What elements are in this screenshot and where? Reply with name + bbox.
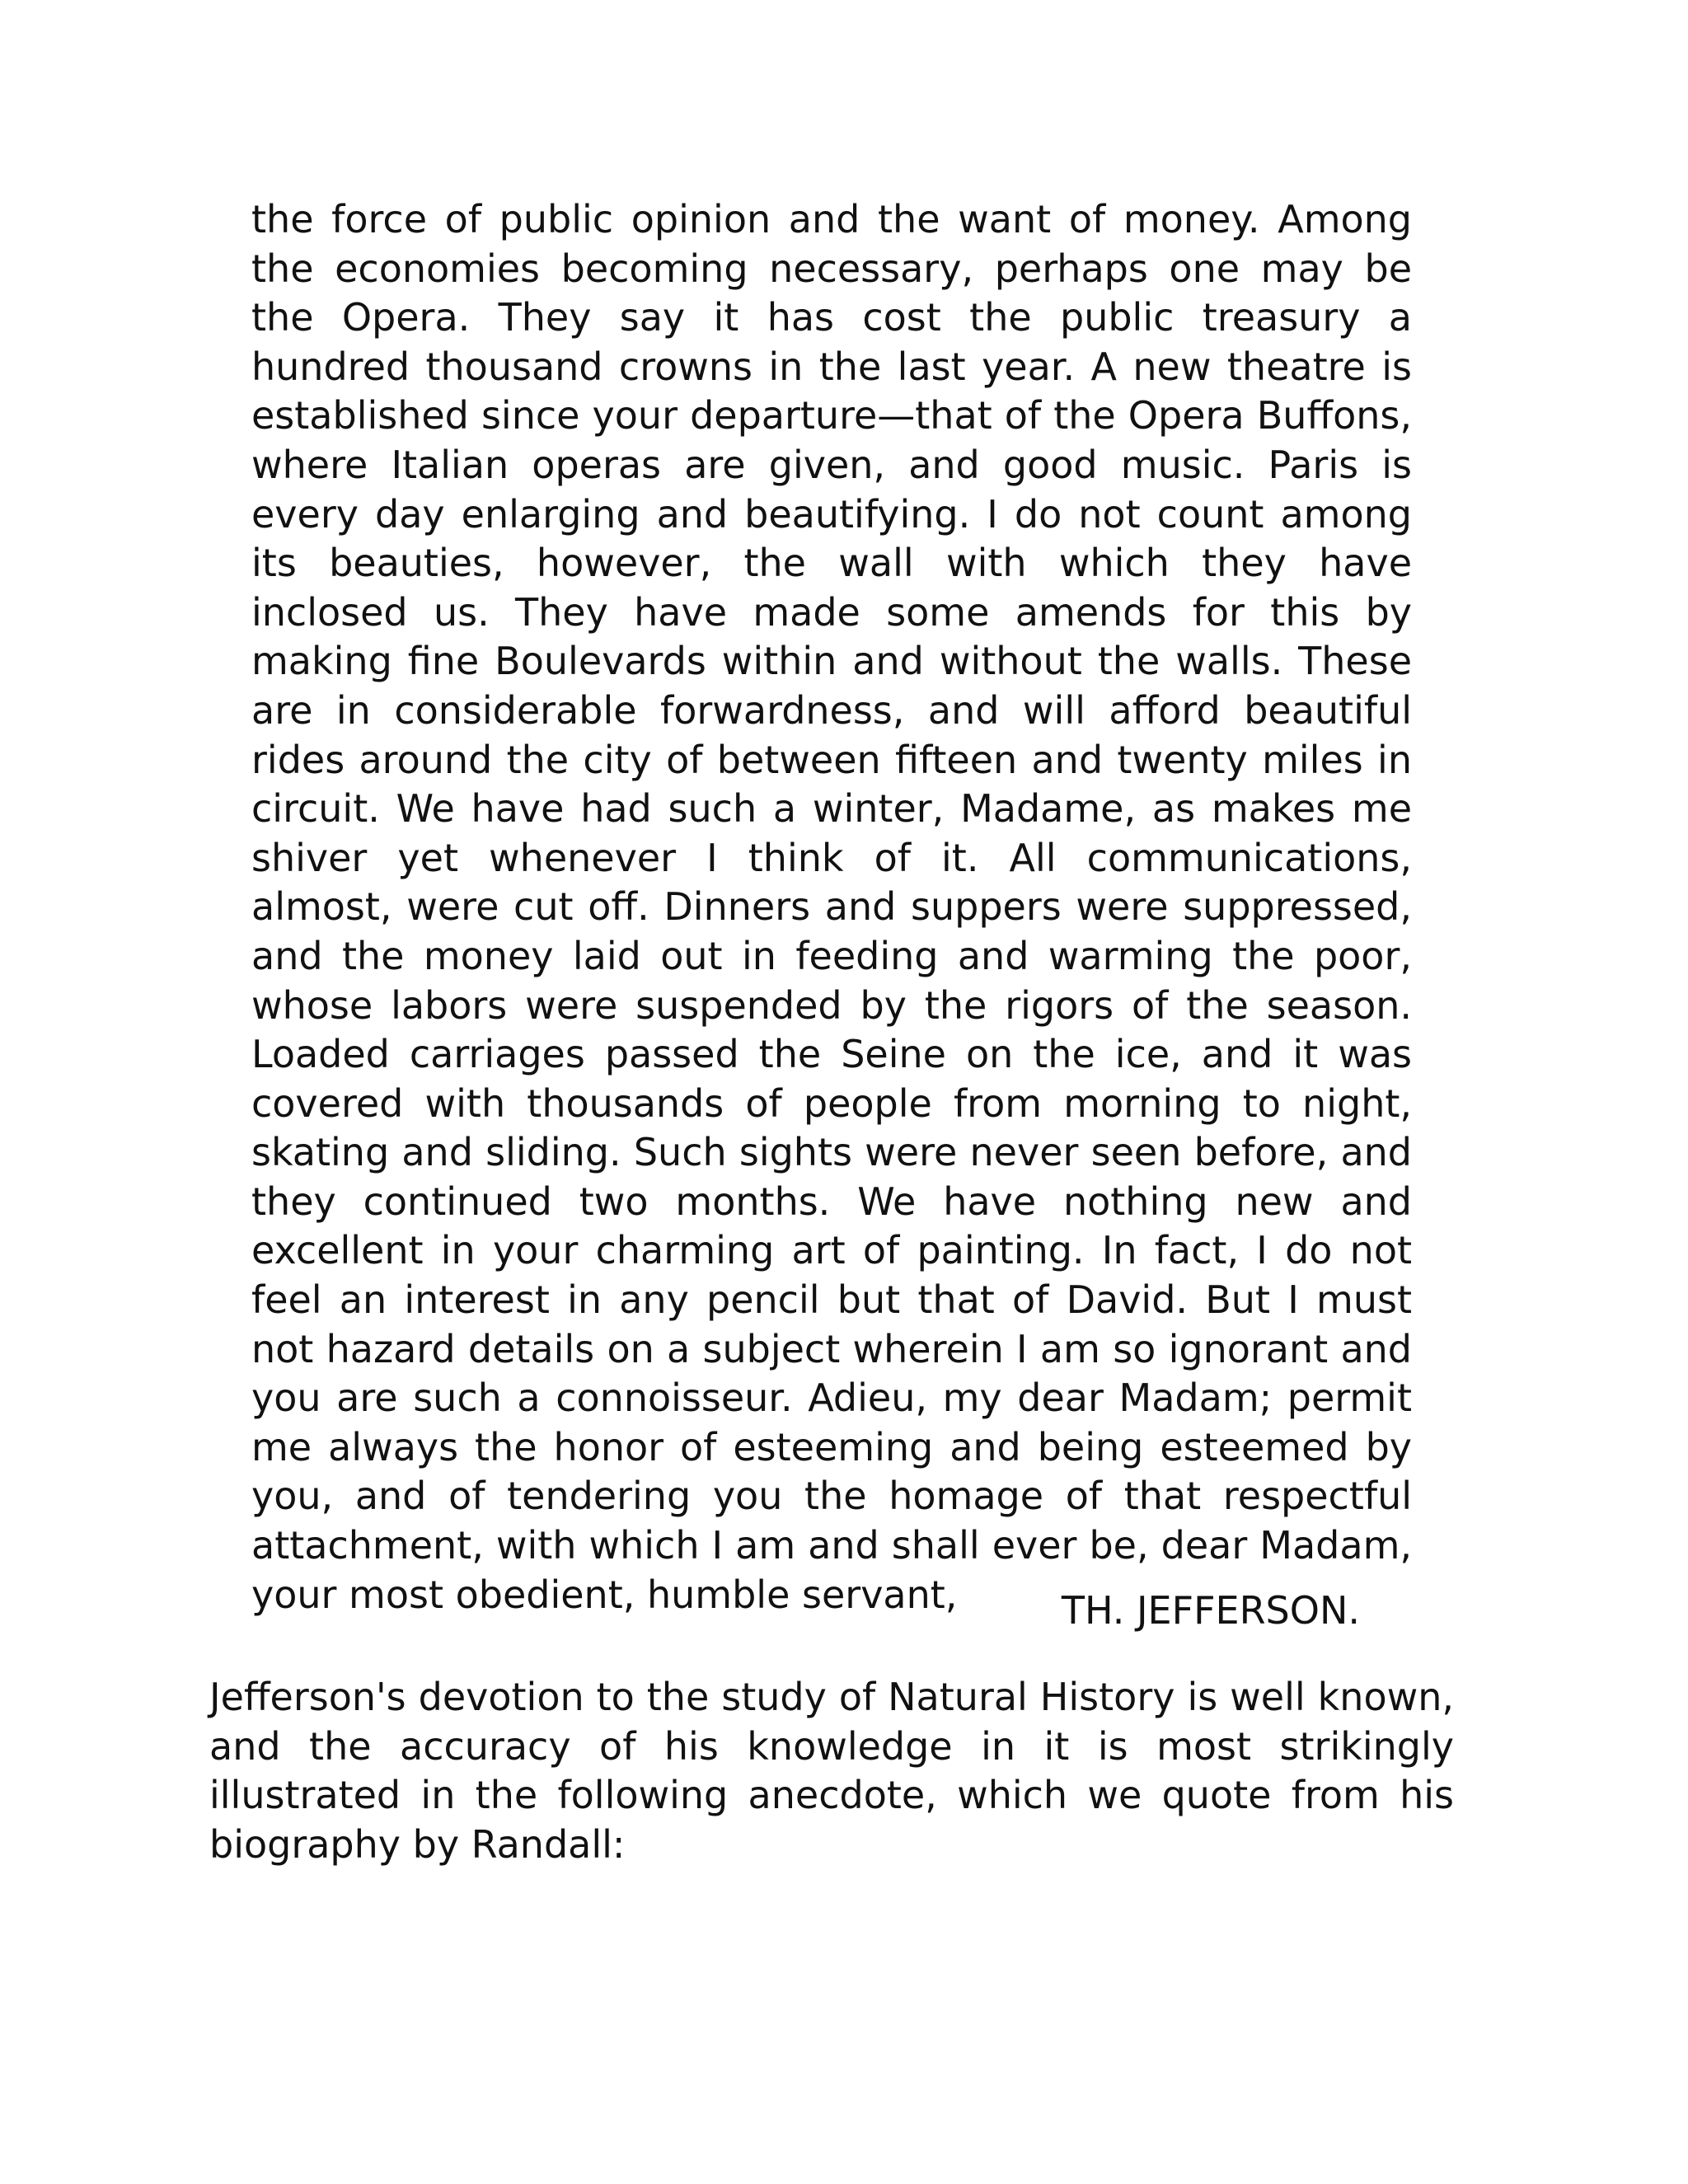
narrative-paragraph: Jefferson's devotion to the study of Natural History is well known, and the accuracy of his knowledge in it is most strikingly illustrated in the following anecdote, which we quote from his biography by Randall: (209, 1675, 1454, 1867)
letter-body: the force of public opinion and the want of money. Among the economies becoming necessary, perhaps one may be the Opera. They say it has cost the public treasury a hundred thousand crowns in the last year. A new theatre is established since your departure—that of the Opera Buffons, where Italian operas are given, and good music. Paris is every day enlarging and beautifying. I do not count among its beauties, however, the wall with which they have inclosed us. They have made some amends for this by making fine Boulevards within and without the walls. These are in considerable forwardness, and will afford beautiful rides around the city of between fifteen and twenty miles in circuit. We have had such a winter, Madame, as makes me shiver yet whenever I think of it. All communications, almost, were cut off. Dinners and suppers were suppressed, and the money laid out in feeding and warming the poor, whose labors were suspended by the rigors of the season. Loaded carriages passed the Seine on the ice, and it was covered with thousands of people from morning to night, skating and sliding. Such sights were never seen before, and they continued two months. We have nothing new and excellent in your charming art of painting. In fact, I do not feel an interest in any pencil but that of David. But I must not hazard details on a subject wherein I am so ignorant and you are such a connoisseur. Adieu, my dear Madam; permit me always the honor of esteeming and being esteemed by you, and of tendering you the homage of that respectful attachment, with which I am and shall ever be, dear Madam, your most obedient, humble servant, (251, 197, 1412, 1617)
letter-signature: TH. JEFFERSON. (1061, 1588, 1360, 1633)
